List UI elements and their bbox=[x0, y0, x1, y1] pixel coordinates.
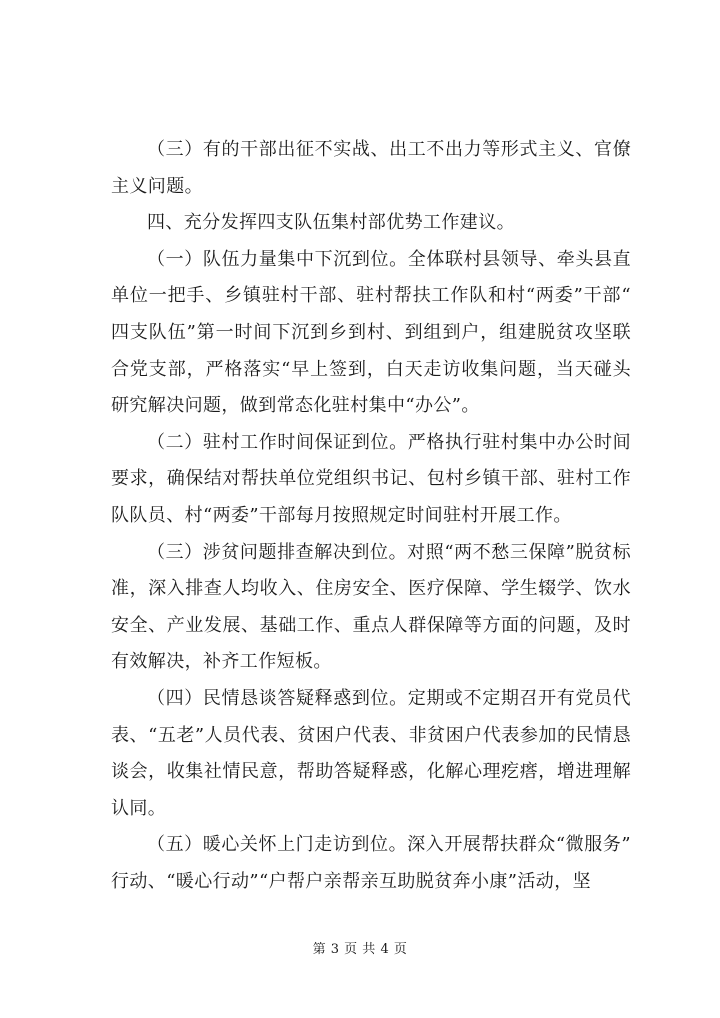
paragraph-suggestion-4: （四）民情恳谈答疑释惑到位。定期或不定期召开有党员代表、“五老”人员代表、贫困户代表、非贫困户代表参加的民情恳谈会，收集社情民意，帮助答疑释惑，化解心理疙瘩，增进理解认同。 bbox=[111, 687, 631, 819]
section-heading-4: 四、充分发挥四支队伍集村部优势工作建议。 bbox=[147, 212, 515, 234]
paragraph-suggestion-5: （五）暖心关怀上门走访到位。深入开展帮扶群众“微服务”行动、“暖心行动”“户帮户亲帮亲互助脱贫奔小康”活动，坚 bbox=[111, 834, 631, 892]
paragraph-problem-3: （三）有的干部出征不实战、出工不出力等形式主义、官僚主义问题。 bbox=[111, 139, 631, 197]
page-number-footer: 第 3 页 共 4 页 bbox=[312, 942, 408, 957]
paragraph-suggestion-3: （三）涉贫问题排查解决到位。对照“两不愁三保障”脱贫标准，深入排查人均收入、住房安全、医疗保障、学生辍学、饮水安全、产业发展、基础工作、重点人群保障等方面的问题，及时有效解决，补齐工作短板。 bbox=[111, 541, 631, 673]
paragraph-suggestion-1: （一）队伍力量集中下沉到位。全体联村县领导、牵头县直单位一把手、乡镇驻村干部、驻村帮扶工作队和村“两委”干部“四支队伍”第一时间下沉到乡到村、到组到户，组建脱贫攻坚联合党支部，严格落实“早上签到，白天走访收集问题，当天碰头研究解决问题，做到常态化驻村集中“办公”。 bbox=[111, 248, 631, 417]
paragraph-suggestion-2: （二）驻村工作时间保证到位。严格执行驻村集中办公时间要求，确保结对帮扶单位党组织书记、包村乡镇干部、驻村工作队队员、村“两委”干部每月按照规定时间驻村开展工作。 bbox=[111, 431, 631, 526]
document-body bbox=[111, 132, 631, 900]
